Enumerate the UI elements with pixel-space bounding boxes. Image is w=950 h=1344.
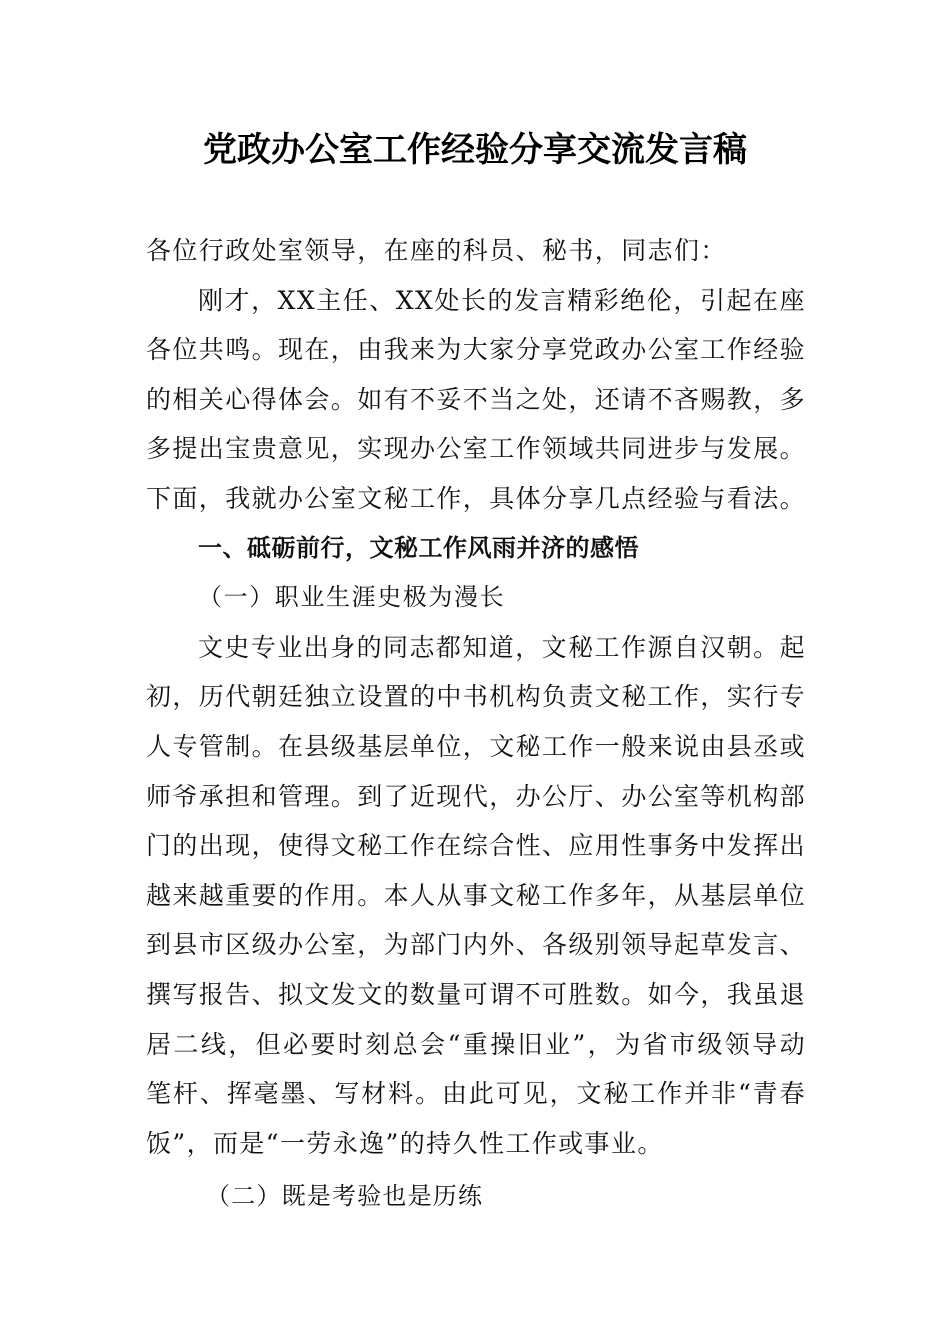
subsection-heading-1: （一）职业生涯史极为漫长 — [198, 583, 506, 612]
body-paragraph-2: 文史专业出身的同志都知道，文秘工作源自汉朝。起初，历代朝廷独立设置的中书机构负责文秘工作，实行专人专管制。在县级基层单位，文秘工作一般来说由县丞或师爷承担和管理。到了近现代，办公厅、办公室等机构部门的出现，使得文秘工作在综合性、应用性事务中发挥出越来越重要的作用。本人从事文秘工作多年，从基层单位到县市区级办公室，为部门内外、各级别领导起草发言、撰写报告、拟文发文的数量可谓不可胜数。如今，我虽退居二线，但必要时刻总会“重操旧业”，为省市级领导动笔杆、挥毫墨、写材料。由此可见，文秘工作并非“青春饭”，而是“一劳永逸”的持久性工作或事业。 — [146, 632, 807, 1158]
intro-paragraph: 刚才，XX主任、XX处长的发言精彩绝伦，引起在座各位共鸣。现在，由我来为大家分享党政办公室工作经验的相关心得体会。如有不妥不当之处，还请不吝赐教，多多提出宝贵意见，实现办公室工作领域共同进步与发展。下面，我就办公室文秘工作，具体分享几点经验与看法。 — [146, 285, 807, 513]
subsection-heading-2: （二）既是考验也是历练 — [206, 1182, 484, 1211]
salutation-paragraph: 各位行政处室领导，在座的科员、秘书，同志们： — [146, 236, 727, 265]
document-title: 党政办公室工作经验分享交流发言稿 — [203, 130, 747, 170]
document-body — [146, 226, 806, 1222]
section-heading-1: 一、砥砺前行，文秘工作风雨并济的感悟 — [198, 533, 639, 562]
